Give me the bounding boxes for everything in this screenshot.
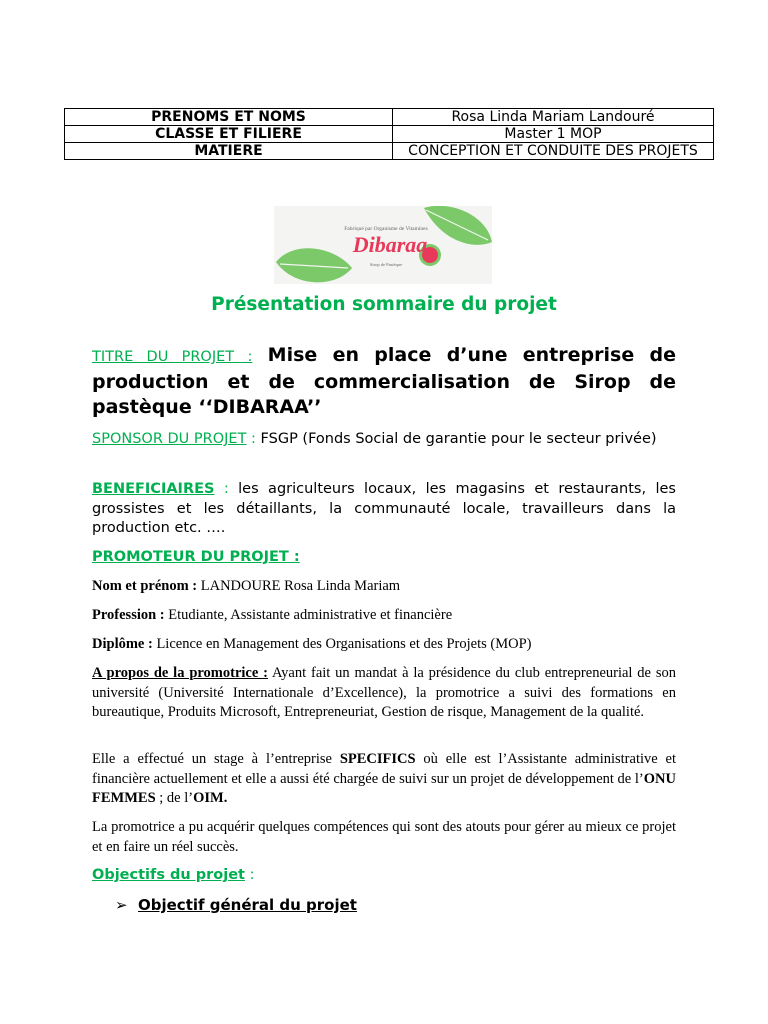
- logo-subtitle-text: Sirop de Pastèque: [369, 262, 403, 267]
- logo-tagline-text: Fabriqué par Organisme de Vitamines: [344, 226, 428, 232]
- stage-text: Elle a effectué un stage à l’entreprise: [92, 751, 340, 767]
- diplome-paragraph: [92, 635, 676, 655]
- table-cell-value: Rosa Linda Mariam Landouré: [393, 109, 714, 126]
- objectif-general-heading: Objectif général du projet: [138, 896, 357, 914]
- logo-brand-text: Dibaraa: [352, 232, 428, 257]
- table-cell-value: Master 1 MOP: [393, 126, 714, 143]
- arrow-bullet-icon: ➢: [115, 896, 128, 914]
- diplome-text: Licence en Management des Organisations et des Projets (MOP): [152, 636, 532, 652]
- profession-label: Profession :: [92, 607, 165, 623]
- sponsor-label: SPONSOR DU PROJET: [92, 431, 247, 447]
- info-table: [64, 108, 714, 160]
- beneficiaires-text: les agriculteurs locaux, les magasins et restaurants, les grossistes et les détaillants, la communauté locale, travailleurs dans la production etc. ….: [92, 481, 676, 536]
- nom-paragraph: [92, 577, 676, 597]
- beneficiaires-separator: :: [214, 481, 239, 497]
- promoteur-heading: [92, 548, 676, 568]
- page-title: Présentation sommaire du projet: [211, 294, 557, 315]
- sponsor-paragraph: [92, 430, 676, 450]
- table-row: [65, 143, 714, 160]
- logo-artwork: [274, 206, 492, 284]
- stage-paragraph: [92, 750, 676, 809]
- project-title-label: TITRE DU PROJET :: [92, 349, 253, 365]
- project-title-text: Mise en place d’une entreprise de production et de commercialisation de Sirop de pastèque ‘‘DIBARAA’’: [92, 344, 676, 418]
- objectifs-heading: [92, 866, 676, 886]
- objectifs-label: Objectifs du projet: [92, 867, 245, 883]
- stage-company: SPECIFICS: [339, 751, 416, 767]
- sponsor-separator: :: [246, 431, 261, 447]
- apropos-paragraph: [92, 664, 676, 723]
- nom-text: LANDOURE Rosa Linda Mariam: [197, 578, 401, 594]
- apropos-text: Ayant fait un mandat à la présidence du club entrepreneurial de son université (Université Internationale d’Excellence), la promotrice a suivi des formations en bureautique, Produits Microsoft, Entrepreneuriat, Gestion de risque, Management de la qualité.: [92, 665, 676, 720]
- project-title-paragraph: [92, 343, 676, 420]
- stage-text: où elle est l’Assistante administrative et financière actuellement et elle a aussi été chargée de suivi sur un projet de développement de l’: [92, 751, 676, 787]
- table-cell-key: CLASSE ET FILIERE: [65, 126, 393, 143]
- dibaraa-logo-image: [274, 206, 492, 284]
- sponsor-text: FSGP (Fonds Social de garantie pour le secteur privée): [260, 431, 657, 447]
- table-cell-key: PRENOMS ET NOMS: [65, 109, 393, 126]
- table-row: [65, 109, 714, 126]
- profession-paragraph: [92, 606, 676, 626]
- apropos-label: A propos de la promotrice :: [92, 665, 268, 681]
- nom-label: Nom et prénom :: [92, 578, 198, 594]
- competences-paragraph: La promotrice a pu acquérir quelques compétences qui sont des atouts pour gérer au mieux ce projet et en faire un réel succès.: [92, 819, 676, 855]
- table-row: [65, 126, 714, 143]
- objectifs-separator: :: [244, 867, 255, 883]
- table-cell-key: MATIERE: [65, 143, 393, 160]
- promoteur-label: PROMOTEUR DU PROJET :: [92, 549, 300, 565]
- diplome-label: Diplôme :: [92, 636, 153, 652]
- stage-organisation: OIM.: [193, 790, 228, 806]
- stage-text: ; de l’: [155, 790, 194, 806]
- table-cell-value: CONCEPTION ET CONDUITE DES PROJETS: [393, 143, 714, 160]
- beneficiaires-label: BENEFICIAIRES: [92, 481, 215, 497]
- profession-text: Etudiante, Assistante administrative et financière: [164, 607, 453, 623]
- leaf-shape: [276, 248, 352, 282]
- stage-organisation: ONU FEMMES: [92, 770, 676, 806]
- beneficiaires-paragraph: [92, 480, 676, 539]
